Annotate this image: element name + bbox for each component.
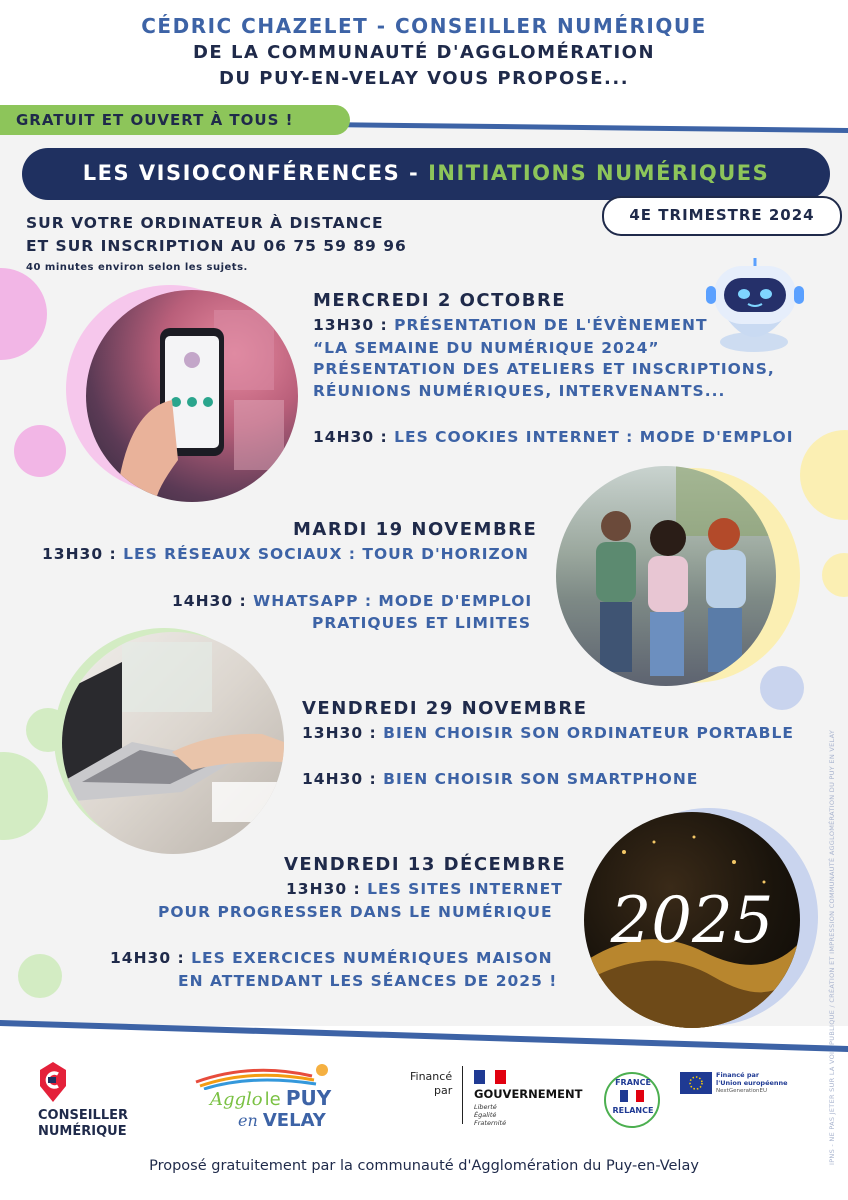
group-of-people-icon [556, 466, 776, 686]
session-4-topic-1: LES SITES INTERNET [367, 880, 563, 898]
header-line-3: DU PUY-EN-VELAY VOUS PROPOSE... [218, 68, 630, 89]
motto-3: Fraternité [474, 1119, 507, 1127]
finance-divider [462, 1066, 463, 1124]
session-1-time-2: 14H30 : [313, 428, 388, 446]
intro-line-1: SUR VOTRE ORDINATEUR À DISTANCE [26, 214, 384, 232]
session-3-time-2: 14H30 : [302, 770, 377, 788]
deco-circle-blue [760, 666, 804, 710]
year-2025-text: 2025 [610, 884, 774, 958]
session-4-line-3 [110, 949, 553, 967]
relance-flag-icon [620, 1090, 644, 1102]
smartphone-icon [86, 290, 298, 502]
session-3-day: VENDREDI 29 NOVEMBRE [302, 698, 588, 719]
agglo-logo-text-2 [238, 1110, 326, 1131]
side-legal-note: IPNS - NE PAS JETER SUR LA VOIE PUBLIQUE / CRÉATION ET IMPRESSION COMMUNAUTÉ AGGLOMÉRATION DU PUY EN VELAY [828, 729, 836, 1165]
finance-label-2: par [434, 1084, 453, 1097]
session-4-time-1: 13H30 : [286, 880, 361, 898]
laptop-icon [62, 632, 284, 854]
new-year-photo [584, 812, 800, 1028]
intro-note: 40 minutes environ selon les sujets. [26, 262, 248, 273]
session-2-line-3: PRATIQUES ET LIMITES [312, 614, 532, 632]
session-3-time-1: 13H30 : [302, 724, 377, 742]
deco-circle-pink [14, 425, 66, 477]
marianne-flag-icon [474, 1070, 506, 1084]
session-3-topic-2: BIEN CHOISIR SON SMARTPHONE [383, 770, 699, 788]
session-4-line-1 [286, 880, 563, 898]
session-2-line-1 [42, 545, 529, 563]
agglo-puy: PUY [285, 1086, 332, 1110]
session-4-day: VENDREDI 13 DÉCEMBRE [284, 854, 567, 875]
conseiller-logo-line-1: CONSEILLER [38, 1108, 129, 1123]
session-4-time-2: 14H30 : [110, 949, 185, 967]
session-2-topic-2: WHATSAPP : MODE D'EMPLOI [253, 592, 533, 610]
session-4-line-4: EN ATTENDANT LES SÉANCES DE 2025 ! [178, 972, 558, 990]
smartphone-photo [86, 290, 298, 502]
session-1-day: MERCREDI 2 OCTOBRE [313, 290, 567, 311]
finance-label-1: Financé [410, 1070, 453, 1083]
footer-text: Proposé gratuitement par la communauté d'Agglomération du Puy-en-Velay [149, 1158, 699, 1174]
relance-top-text: FRANCE [615, 1078, 651, 1087]
intro-line-2: ET SUR INSCRIPTION AU 06 75 59 89 96 [26, 237, 407, 255]
divider-bottom [0, 1018, 848, 1054]
conseiller-numerique-logo-icon [38, 1060, 68, 1104]
session-2-time-2: 14H30 : [172, 592, 247, 610]
relance-bottom-text: RELANCE [612, 1106, 654, 1115]
quarter-badge-text: 4E TRIMESTRE 2024 [629, 206, 815, 224]
session-3-line-1 [302, 724, 794, 742]
deco-circle-green [18, 954, 62, 998]
title-part-2: INITIATIONS NUMÉRIQUES [428, 161, 770, 185]
conseiller-logo-line-2: NUMÉRIQUE [38, 1124, 127, 1139]
header-line-1: CÉDRIC CHAZELET - CONSEILLER NUMÉRIQUE [141, 14, 707, 38]
laptop-photo [62, 632, 284, 854]
agglo-logo-text [210, 1086, 331, 1110]
free-badge-text: GRATUIT ET OUVERT À TOUS ! [16, 111, 294, 129]
agglo-le: le [264, 1089, 281, 1110]
new-year-2025-image [584, 812, 800, 1028]
header-line-2: DE LA COMMUNAUTÉ D'AGGLOMÉRATION [192, 42, 656, 63]
session-2-topic-1: LES RÉSEAUX SOCIAUX : TOUR D'HORIZON [123, 545, 529, 563]
session-2-time-1: 13H30 : [42, 545, 117, 563]
session-2-line-2 [172, 592, 532, 610]
session-2-day: MARDI 19 NOVEMBRE [293, 519, 538, 540]
motto-1: Liberté [474, 1103, 497, 1111]
agglo-velay: VELAY [262, 1110, 326, 1131]
motto-2: Égalité [474, 1111, 497, 1119]
session-3-topic-1: BIEN CHOISIR SON ORDINATEUR PORTABLE [383, 724, 794, 742]
session-1-line-4: RÉUNIONS NUMÉRIQUES, INTERVENANTS... [313, 382, 726, 400]
session-1-topic-2: LES COOKIES INTERNET : MODE D'EMPLOI [394, 428, 794, 446]
session-1-topic-1: PRÉSENTATION DE L'ÉVÈNEMENT [394, 316, 708, 334]
eu-line-2: l'Union européenne [716, 1079, 788, 1087]
title-banner-text [22, 161, 830, 185]
friends-photo [556, 466, 776, 686]
session-4-line-2: POUR PROGRESSER DANS LE NUMÉRIQUE [158, 903, 553, 921]
agglo-word: Agglo [210, 1089, 263, 1110]
title-part-1: LES VISIOCONFÉRENCES - [82, 161, 420, 185]
session-1-line-1 [313, 316, 708, 334]
gouvernement-text: GOUVERNEMENT [474, 1087, 583, 1101]
session-1-time-1: 13H30 : [313, 316, 388, 334]
session-1-line-5 [313, 428, 793, 446]
eu-flag-icon [680, 1072, 712, 1094]
session-3-line-2 [302, 770, 698, 788]
session-1-line-3: PRÉSENTATION DES ATELIERS ET INSCRIPTIONS, [313, 360, 775, 378]
robot-illustration [702, 258, 810, 354]
agglo-en: en [238, 1111, 258, 1130]
session-1-line-2: “LA SEMAINE DU NUMÉRIQUE 2024” [313, 339, 660, 357]
eu-line-3: NextGenerationEU [716, 1088, 767, 1094]
session-4-topic-2: LES EXERCICES NUMÉRIQUES MAISON [191, 949, 553, 967]
eu-line-1: Financé par [716, 1071, 760, 1079]
